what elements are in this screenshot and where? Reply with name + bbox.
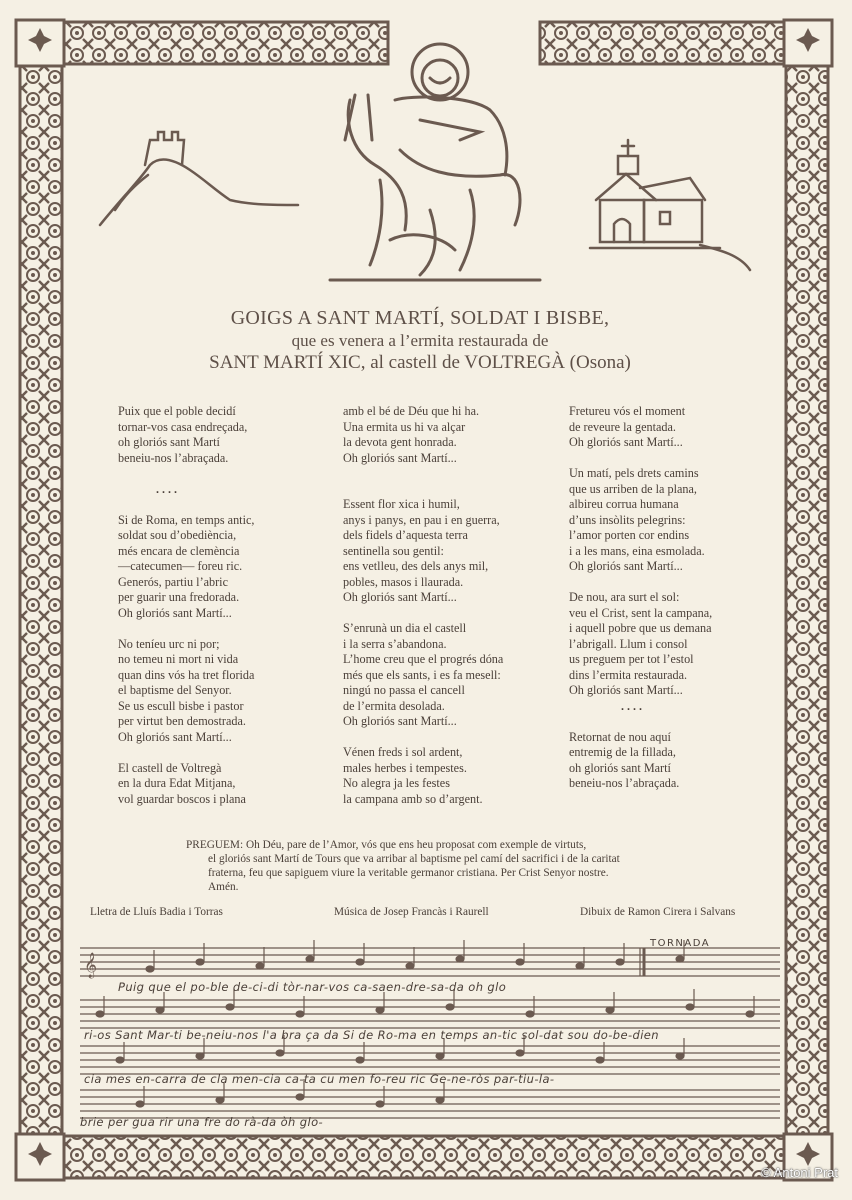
verse-line: per guarir una fredorada. xyxy=(118,590,240,604)
credit-music: Música de Josep Francàs i Raurell xyxy=(334,906,489,918)
verse-line: anys i panys, en pau i en guerra, xyxy=(343,512,500,527)
verse-line: us preguem per tot l’estol xyxy=(569,652,694,666)
verse-line: No teníeu urc ni por; xyxy=(118,636,220,651)
verse-line: Se us escull bisbe i pastor xyxy=(118,698,244,713)
tornada-label: TORNADA xyxy=(650,938,711,949)
verse-line: ningú no passa el cancell xyxy=(343,683,465,697)
stanza xyxy=(569,730,769,792)
prayer-line: Amén. xyxy=(208,881,239,893)
verse-line: males herbes i tempestes. xyxy=(343,760,467,775)
verse-line: De nou, ara surt el sol: xyxy=(569,590,680,604)
separator-dots: .... xyxy=(621,698,645,713)
verse-line: Una ermita us hi va alçar xyxy=(343,419,466,434)
verse-line: Puix que el poble decidí xyxy=(118,404,236,418)
verse-line: Retornat de nou aquí xyxy=(569,729,671,744)
verse-line: que us arriben de la plana, xyxy=(569,481,697,496)
verse-line: entremig de la fillada, xyxy=(569,745,676,759)
chapel-illustration xyxy=(590,140,750,270)
verse-line: la devota gent honrada. xyxy=(343,435,457,449)
verse-line: i aquell pobre que us demana xyxy=(569,621,712,635)
verse-line: tornar-vos casa endreçada, xyxy=(118,419,248,434)
verse-line: quan dins vós ha tret florida xyxy=(118,667,255,682)
verse-line: veu el Crist, sent la campana, xyxy=(569,605,713,620)
score-lyric-line: cia mes en-carra de cla men-cia ca-ta cu men fo-reu ric Ge-ne-ròs par-tiu-la- xyxy=(84,1072,555,1086)
verse-line: oh gloriós sant Martí xyxy=(569,760,671,775)
verse-line: Vénen freds i sol ardent, xyxy=(343,745,463,759)
stanza xyxy=(118,761,333,808)
verse-line: soldat sou d’obediència, xyxy=(118,528,237,542)
verse-line: vol guardar boscos i plana xyxy=(118,791,246,806)
stanza xyxy=(118,637,333,746)
verse-line: Un matí, pels drets camins xyxy=(569,466,699,480)
prayer-line: el gloriós sant Martí de Tours que va arribar al baptisme pel camí del sacrifici i de la caritat xyxy=(208,853,620,865)
prayer-paragraph xyxy=(186,838,706,894)
verse-line: pobles, masos i llaurada. xyxy=(343,574,464,589)
verse-line: dins l’ermita restaurada. xyxy=(569,667,688,682)
verse-line: Oh gloriós sant Martí... xyxy=(569,435,683,449)
verse-line: —catecumen— foreu ric. xyxy=(118,559,243,573)
verse-line: oh gloriós sant Martí xyxy=(118,435,220,449)
title-block xyxy=(120,306,720,374)
verse-line: S’enrunà un dia el castell xyxy=(343,621,467,635)
verse-line: No alegra ja les festes xyxy=(343,776,450,790)
verse-line: dels fidels d’aquesta terra xyxy=(343,528,468,542)
verse-line: de l’ermita desolada. xyxy=(343,698,445,713)
stanza xyxy=(343,621,558,730)
stanza xyxy=(343,745,558,807)
verse-line: beneiu-nos l’abraçada. xyxy=(569,776,680,790)
title-line-1: GOIGS A SANT MARTÍ, SOLDAT I BISBE, xyxy=(230,307,610,329)
verse-line: més encara de clemència xyxy=(118,543,240,558)
verse-line: Generós, partiu l’abric xyxy=(118,574,228,589)
score-lyric-line: Puig que el po-ble de-ci-di tòr-nar-vos ca-saen-dre-sa-da oh glo xyxy=(118,980,507,994)
verse-line: l’amor porten cor endins xyxy=(569,528,690,542)
verse-line: Oh gloriós sant Martí... xyxy=(569,559,683,573)
title-line-2: que es venera a l’ermita restaurada de xyxy=(291,331,549,350)
verse-line: i a les mans, eina esmolada. xyxy=(569,543,705,558)
stanza xyxy=(343,404,558,466)
verse-line: i la serra s’abandona. xyxy=(343,636,447,651)
copyright-watermark: © Antoni Prat xyxy=(761,1165,838,1180)
verse-line: més que els sants, i es fa mesell: xyxy=(343,667,501,682)
verse-line: Oh gloriós sant Martí... xyxy=(118,729,232,744)
score-lyric-line: ri-os Sant Mar-ti be-neiu-nos l'a bra ça da Si de Ro-ma en temps an-tic sol-dat sou do-be-dien xyxy=(84,1028,659,1042)
verse-line: la campana amb so d’argent. xyxy=(343,791,483,806)
verse-line: Essent flor xica i humil, xyxy=(343,497,460,511)
verse-line: beneiu-nos l’abraçada. xyxy=(118,450,229,465)
verse-line: Oh gloriós sant Martí... xyxy=(343,450,457,465)
credit-lyrics: Lletra de Lluís Badia i Torras xyxy=(90,906,223,918)
verse-line: Fretureu vós el moment xyxy=(569,404,686,418)
verse-line: no temeu ni mort ni vida xyxy=(118,652,239,666)
verse-line: de reveure la gentada. xyxy=(569,419,676,434)
verse-line: Oh gloriós sant Martí... xyxy=(343,590,457,604)
verse-line: amb el bé de Déu que hi ha. xyxy=(343,404,480,418)
verse-line: d’uns insòlits pelegrins: xyxy=(569,512,686,527)
verse-line: en la dura Edat Mitjana, xyxy=(118,776,236,790)
verse-line: sentinella sou gentil: xyxy=(343,543,444,558)
verse-line: L’home creu que el progrés dóna xyxy=(343,652,504,666)
saint-martin-illustration xyxy=(330,44,540,280)
verse-line: ens vetlleu, des dels anys mil, xyxy=(343,559,489,573)
verse-line: Oh gloriós sant Martí... xyxy=(569,683,683,697)
stanza xyxy=(569,404,769,451)
verse-line: Si de Roma, en temps antic, xyxy=(118,512,255,527)
stanza xyxy=(569,466,769,575)
svg-text:𝄞: 𝄞 xyxy=(84,953,98,978)
credit-drawing: Dibuix de Ramon Cirera i Salvans xyxy=(580,906,736,918)
verse-column-3 xyxy=(569,404,769,792)
prayer-line: PREGUEM: Oh Déu, pare de l’Amor, vós que ens heu proposat com exemple de virtuts, xyxy=(186,839,587,851)
stanza xyxy=(569,590,769,699)
verse-line: Oh gloriós sant Martí... xyxy=(118,605,232,620)
stanza xyxy=(118,404,333,466)
castle-illustration xyxy=(100,132,298,225)
stanza xyxy=(343,497,558,606)
stanza xyxy=(118,513,333,622)
title-line-3: SANT MARTÍ XIC, al castell de VOLTREGÀ (Osona) xyxy=(209,352,631,373)
verse-line: el baptisme del Senyor. xyxy=(118,683,232,697)
prayer-line: fraterna, feu que sapiguem viure la veritable germanor cristiana. Per Crist Senyor nostre. xyxy=(208,867,609,879)
score-lyric-line: brie per gua rir una fre do rà-da òh glo- xyxy=(80,1115,324,1129)
verse-line: l’abrigall. Llum i consol xyxy=(569,636,688,651)
verse-line: El castell de Voltregà xyxy=(118,760,222,775)
verse-column-1 xyxy=(118,404,333,807)
verse-line: albireu corrua humana xyxy=(569,497,679,511)
verse-line: Oh gloriós sant Martí... xyxy=(343,714,457,728)
verse-column-2 xyxy=(343,404,558,807)
separator-dots: .... xyxy=(156,481,180,496)
verse-line: per virtut ben demostrada. xyxy=(118,714,246,728)
